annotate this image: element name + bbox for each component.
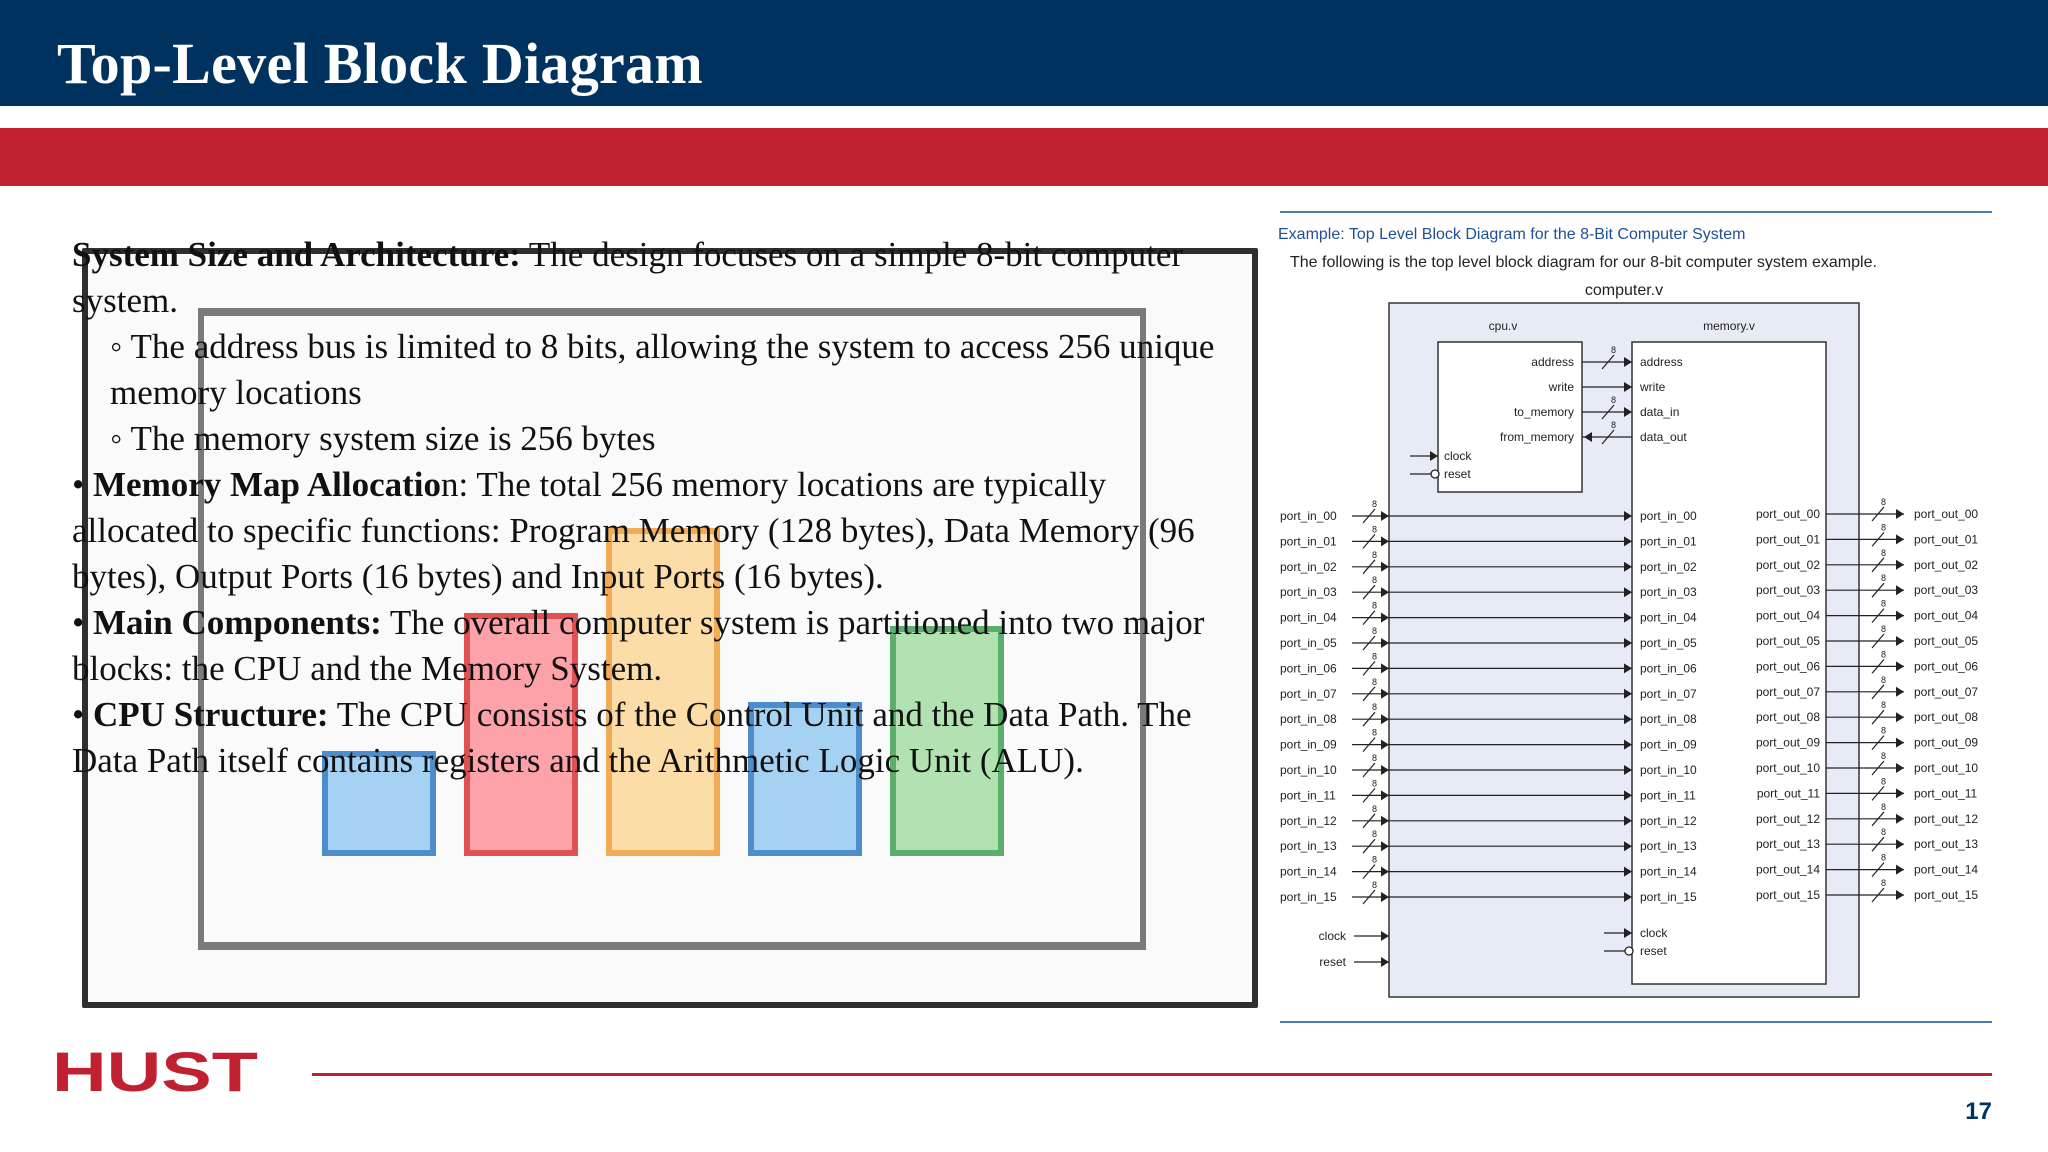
- bus-width-label: 8: [1372, 651, 1378, 662]
- bus-width-label: 8: [1372, 600, 1378, 611]
- diagram-subcaption: The following is the top level block diagram for our 8-bit computer system example.: [1290, 254, 1877, 271]
- arrow-head: [1896, 534, 1904, 544]
- memory-output-port-label: port_out_04: [1755, 608, 1820, 623]
- bus-width-label: 8: [1372, 575, 1378, 586]
- bus-width-label: 8: [1611, 420, 1617, 430]
- bus-width-label: 8: [1611, 395, 1617, 405]
- bus-width-label: 8: [1372, 803, 1378, 814]
- output-port-label: port_out_11: [1914, 786, 1978, 801]
- output-port-label: port_out_12: [1914, 811, 1979, 826]
- bullet-label: CPU Structure:: [93, 695, 329, 734]
- input-port-label: port_in_07: [1280, 686, 1337, 701]
- bullet-marker: •: [72, 603, 94, 642]
- memory-output-port-label: port_out_05: [1755, 634, 1820, 648]
- bus-width-label: 8: [1372, 549, 1378, 560]
- output-port-label: port_out_06: [1914, 659, 1979, 674]
- output-port-label: port_out_02: [1914, 557, 1979, 572]
- arrow-head: [1381, 536, 1389, 546]
- input-port-label: port_in_10: [1280, 763, 1337, 777]
- input-port-label: port_in_08: [1280, 712, 1337, 727]
- bus-width-label: 8: [1881, 852, 1887, 863]
- bullet-cpu-structure: [72, 692, 1232, 784]
- memory-block-label: memory.v: [1703, 319, 1755, 333]
- diagram-caption: Example: Top Level Block Diagram for the 8-Bit Computer System: [1278, 226, 1746, 243]
- memory-output-port-label: port_out_14: [1755, 862, 1820, 877]
- memory-input-port-label: port_in_03: [1640, 585, 1697, 600]
- cpu-clock-label: clock: [1444, 449, 1472, 463]
- bullet-system-size: [72, 232, 1232, 324]
- memory-clock-label: clock: [1640, 926, 1668, 940]
- memory-port-label: write: [1640, 380, 1666, 394]
- input-port-label: port_in_00: [1280, 509, 1337, 523]
- bullet-label: Memory Map Allocatio: [93, 465, 441, 504]
- memory-input-port-label: port_in_15: [1640, 890, 1697, 904]
- arrow-head: [1896, 585, 1904, 595]
- arrow-head: [1896, 636, 1904, 646]
- bus-width-label: 8: [1372, 829, 1378, 840]
- memory-input-port-label: port_in_08: [1640, 712, 1697, 727]
- input-port-label: port_in_09: [1280, 737, 1337, 752]
- memory-output-port-label: port_out_11: [1756, 786, 1820, 801]
- title-bar: [0, 0, 2048, 106]
- arrow-head: [1381, 638, 1389, 648]
- bullet-text: The CPU consists of the Control Unit and the Data Path. The Data Path itself contains registers and the Arithmetic Logic Unit (ALU).: [72, 695, 1192, 780]
- memory-input-port-label: port_in_02: [1640, 559, 1697, 574]
- input-port-label: port_in_14: [1280, 864, 1337, 879]
- arrow-head: [1896, 788, 1904, 798]
- arrow-head: [1381, 740, 1389, 750]
- header-gap: [0, 106, 2048, 128]
- memory-input-port-label: port_in_04: [1640, 610, 1697, 625]
- bullet-marker: •: [72, 465, 94, 504]
- output-port-label: port_out_01: [1914, 532, 1979, 547]
- arrow-head: [1381, 816, 1389, 826]
- memory-output-port-label: port_out_03: [1755, 583, 1820, 598]
- memory-input-port-label: port_in_12: [1640, 813, 1697, 828]
- memory-output-port-label: port_out_07: [1755, 684, 1820, 699]
- memory-output-port-label: port_out_06: [1755, 659, 1820, 674]
- bus-width-label: 8: [1881, 776, 1887, 787]
- memory-output-port-label: port_out_00: [1755, 507, 1820, 521]
- memory-output-port-label: port_out_12: [1755, 811, 1820, 826]
- arrow-head: [1896, 509, 1904, 519]
- memory-output-port-label: port_out_02: [1755, 557, 1820, 572]
- bus-width-label: 8: [1372, 854, 1378, 865]
- input-port-label: port_in_05: [1280, 636, 1337, 650]
- bullet-text: The overall computer system is partitioned into two major blocks: the CPU and the Memory System.: [72, 603, 1205, 688]
- cpu-block-label: cpu.v: [1488, 319, 1518, 333]
- bus-width-label: 8: [1881, 547, 1887, 558]
- output-port-label: port_out_03: [1914, 583, 1979, 598]
- output-port-label: port_out_15: [1914, 888, 1979, 902]
- input-port-label: port_in_03: [1280, 585, 1337, 600]
- arrow-head: [1896, 661, 1904, 671]
- input-port-label: port_in_13: [1280, 839, 1337, 854]
- memory-output-port-label: port_out_13: [1755, 837, 1820, 852]
- input-port-label: port_in_06: [1280, 661, 1337, 676]
- top-clock-label: clock: [1318, 929, 1346, 943]
- arrow-head: [1381, 562, 1389, 572]
- bus-width-label: 8: [1372, 880, 1378, 890]
- arrow-head: [1896, 738, 1904, 748]
- arrow-head: [1896, 839, 1904, 849]
- bus-width-label: 8: [1881, 751, 1887, 761]
- cpu-port-label: from_memory: [1499, 430, 1574, 444]
- input-port-label: port_in_12: [1280, 813, 1337, 828]
- memory-input-port-label: port_in_06: [1640, 661, 1697, 676]
- bullet-marker: •: [72, 695, 94, 734]
- bus-width-label: 8: [1372, 676, 1378, 687]
- output-port-label: port_out_05: [1914, 634, 1979, 648]
- top-reset-label: reset: [1319, 955, 1346, 969]
- memory-port-label: data_in: [1640, 405, 1680, 419]
- bullet-text: n: The total 256 memory locations are typically allocated to specific functions: Program Memory (128 bytes), Data Memory (96 bytes), Output Ports (16 bytes) and Input Ports (16 bytes).: [72, 465, 1195, 596]
- arrow-head: [1896, 712, 1904, 722]
- red-band: [0, 128, 2048, 186]
- arrow-head: [1896, 865, 1904, 875]
- arrow-head: [1896, 814, 1904, 824]
- memory-input-port-label: port_in_09: [1640, 737, 1697, 752]
- memory-input-port-label: port_in_11: [1640, 788, 1696, 803]
- arrow-head: [1896, 560, 1904, 570]
- bus-width-label: 8: [1881, 598, 1887, 609]
- arrow-head: [1381, 931, 1389, 941]
- memory-output-port-label: port_out_10: [1755, 761, 1820, 775]
- bus-width-label: 8: [1881, 497, 1887, 507]
- memory-input-port-label: port_in_05: [1640, 636, 1697, 650]
- hust-logo: [52, 1047, 262, 1097]
- arrow-head: [1381, 714, 1389, 724]
- arrow-head: [1381, 892, 1389, 902]
- arrow-head: [1381, 957, 1389, 967]
- arrow-head: [1896, 890, 1904, 900]
- cpu-port-label: address: [1531, 355, 1574, 369]
- bus-width-label: 8: [1881, 827, 1887, 838]
- arrow-head: [1381, 511, 1389, 521]
- bullet-text: The design focuses on a simple 8-bit computer system.: [72, 235, 1184, 320]
- bus-width-label: 8: [1372, 702, 1378, 713]
- bus-width-label: 8: [1881, 700, 1887, 711]
- arrow-head: [1896, 763, 1904, 773]
- memory-input-port-label: port_in_01: [1640, 534, 1697, 549]
- memory-output-port-label: port_out_15: [1755, 888, 1820, 902]
- memory-port-label: address: [1640, 355, 1683, 369]
- output-port-label: port_out_10: [1914, 761, 1979, 775]
- bullet-label: Main Components:: [93, 603, 382, 642]
- bus-width-label: 8: [1372, 626, 1378, 636]
- memory-reset-bubble: [1625, 947, 1633, 955]
- memory-input-port-label: port_in_10: [1640, 763, 1697, 777]
- cpu-reset-label: reset: [1444, 467, 1471, 481]
- bus-width-label: 8: [1372, 524, 1378, 535]
- bus-width-label: 8: [1881, 624, 1887, 634]
- input-port-label: port_in_04: [1280, 610, 1337, 625]
- bullet-label: System Size and Architecture:: [72, 235, 521, 274]
- output-port-label: port_out_08: [1914, 710, 1979, 725]
- memory-input-port-label: port_in_14: [1640, 864, 1697, 879]
- footer-line: [312, 1073, 1992, 1076]
- page-number: 17: [1965, 1098, 1992, 1125]
- arrow-head: [1381, 790, 1389, 800]
- cpu-port-label: write: [1548, 380, 1574, 394]
- block-diagram-svg: [1272, 206, 2004, 1030]
- bus-width-label: 8: [1372, 499, 1378, 509]
- cpu-port-label: to_memory: [1513, 405, 1574, 419]
- computer-block-label: computer.v: [1584, 282, 1664, 299]
- arrow-head: [1896, 687, 1904, 697]
- bus-width-label: 8: [1881, 801, 1887, 812]
- block-diagram-figure: [1272, 206, 2004, 1030]
- arrow-head: [1381, 613, 1389, 623]
- bus-width-label: 8: [1881, 573, 1887, 584]
- memory-output-port-label: port_out_08: [1755, 710, 1820, 725]
- memory-input-port-label: port_in_13: [1640, 839, 1697, 854]
- arrow-head: [1381, 689, 1389, 699]
- input-port-label: port_in_02: [1280, 559, 1337, 574]
- bus-width-label: 8: [1881, 649, 1887, 660]
- memory-input-port-label: port_in_00: [1640, 509, 1697, 523]
- memory-reset-label: reset: [1640, 944, 1667, 958]
- memory-port-label: data_out: [1640, 430, 1687, 444]
- slide-title: Top-Level Block Diagram: [57, 31, 703, 96]
- input-port-label: port_in_01: [1280, 534, 1337, 549]
- arrow-head: [1381, 867, 1389, 877]
- bus-width-label: 8: [1372, 727, 1378, 738]
- sub-bullet-memory-size: ◦ The memory system size is 256 bytes: [110, 419, 656, 458]
- bullet-memory-map: [72, 462, 1232, 600]
- output-port-label: port_out_09: [1914, 735, 1979, 750]
- arrow-head: [1381, 841, 1389, 851]
- memory-output-port-label: port_out_01: [1755, 532, 1820, 547]
- arrow-head: [1381, 765, 1389, 775]
- bullet-main-components: [72, 600, 1232, 692]
- output-port-label: port_out_14: [1914, 862, 1979, 877]
- bus-width-label: 8: [1611, 345, 1617, 355]
- bus-width-label: 8: [1881, 725, 1887, 736]
- bus-width-label: 8: [1881, 522, 1887, 533]
- input-port-label: port_in_11: [1280, 788, 1336, 803]
- memory-input-port-label: port_in_07: [1640, 686, 1697, 701]
- output-port-label: port_out_04: [1914, 608, 1979, 623]
- arrow-head: [1381, 663, 1389, 673]
- output-port-label: port_out_13: [1914, 837, 1979, 852]
- arrow-head: [1381, 587, 1389, 597]
- sub-bullet-address-bus: ◦ The address bus is limited to 8 bits, allowing the system to access 256 unique memory locations: [110, 327, 1215, 412]
- memory-output-port-label: port_out_09: [1755, 735, 1820, 750]
- cpu-reset-bubble: [1431, 470, 1439, 478]
- input-port-label: port_in_15: [1280, 890, 1337, 904]
- bus-width-label: 8: [1372, 778, 1378, 789]
- output-port-label: port_out_07: [1914, 684, 1979, 699]
- logo-text: HUST: [52, 1047, 258, 1097]
- bus-width-label: 8: [1881, 674, 1887, 685]
- arrow-head: [1896, 611, 1904, 621]
- output-port-label: port_out_00: [1914, 507, 1979, 521]
- content-text: [72, 232, 1232, 784]
- bus-width-label: 8: [1881, 878, 1887, 888]
- bus-width-label: 8: [1372, 753, 1378, 763]
